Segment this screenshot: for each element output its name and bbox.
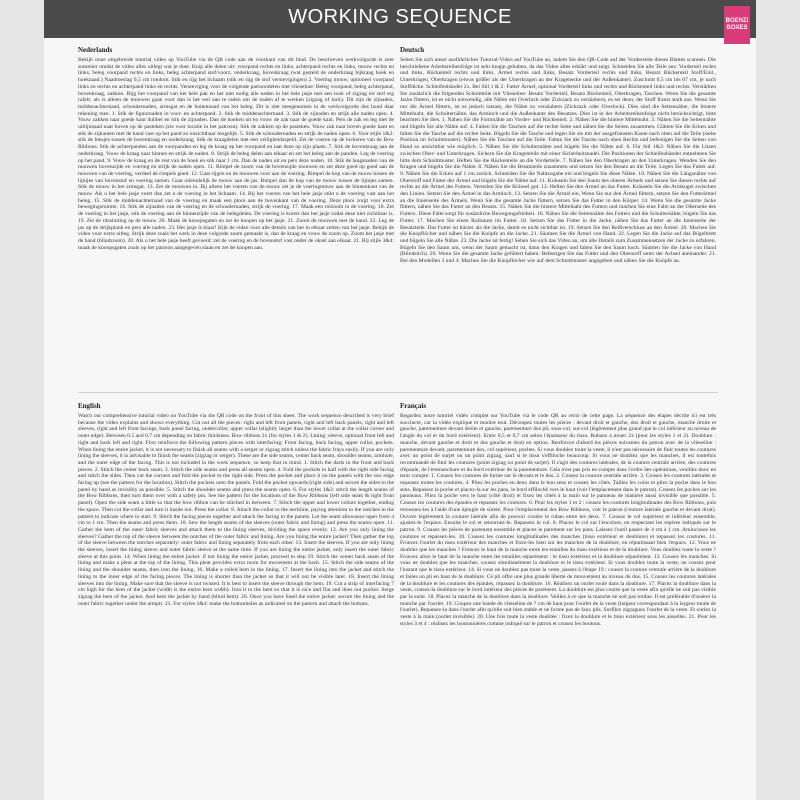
header-bar xyxy=(44,0,756,38)
brand-logo xyxy=(724,6,750,44)
section-heading: Nederlands xyxy=(78,46,113,54)
section-dutch xyxy=(78,46,394,386)
section-german xyxy=(400,46,716,386)
section-heading: English xyxy=(78,402,101,410)
logo-line-2: BOXES xyxy=(726,25,748,31)
section-english xyxy=(78,402,394,792)
logo-line-1: BOENZI xyxy=(725,18,749,24)
section-text: Sehen Sie sich unser ausführliches Tutorial-Video auf YouTube an, indem Sie den QR-Code auf der Vorderseite dieses Blattes scannen. Die beschriebene Arbeitsreihenfolge ist sehr knapp gehalten, da das Video alles erklärt und zeigt. Schneiden Sie alle Teile aus: Vorderteil rechts und links, Rückenteil rechts und links, Ärmel rechts und links, Besatz Vorderteil rechts und links, Besatz Rückenteil Stoff/Einl., Unterkragen, Oberkragen (etwas größer als der Unterkragen an der Kragenecke und der Außenkante). Zuschnitt 0,5 cm bis 07 cm, je nach Stoffdicke. Schleifenbänder 2x. Bei Stil 1 & 2: Futter Ärmel, optional Vorderteil links und rechts und Rückenteil links und rechts. Verstärken Sie zusätzlich die folgenden Schnittteile mit Vlieseline: Besatz Vorderteil, Besatz Rückenteil, Oberkragen, Taschen. Wenn Sie die gesamte Jacke füttern, ist es nicht notwendig, alle Nähte mit Overlock oder Zickzack zu versäubern, es sei denn, der Stoff franst stark aus. Wenn Sie nur die Ärmel füttern, ist es jedoch ratsam, die Nähte zu versäubern (Zickzack oder Overlock). Dies sind die Seitennähte, die hintere Mittelnaht, die Schulternähte, das Armloch und die Außenkante des Besatzes. Dies ist in der Arbeitsreihenfolge nicht berücksichtigt, bitte beachten Sie dies. 1. Nähen Sie die Formnähte am Vorder- und Rückenteil. 2. Nähen Sie die hintere Mittelnaht. 3. Nähen Sie die Seitennähte und bügeln Sie alle Nähte auf. 4. Falten Sie die Taschen auf die rechte Seite und nähen Sie die Seiten zusammen. Glätten Sie die Ecken und falten Sie die Tasche auf die rechte Seite. Bügeln Sie die Tasche und legen Sie sie mit der ausgefransten Kante nach oben auf die Teile (siehe Position im Schnittmuster). Nähen Sie die Taschen auf die Teile. Falten Sie die Tasche nach oben Rechts und befestigen Sie die Seiten von Hand so unsichtbar wie möglich. 5. Nähen Sie die Schulternähte und bügeln Sie die Nähte auf. 6. Für Stil 1&2: Nähen Sie die Litzen zwischen Ober- und Unterkragen. Sichern Sie die Kragenteile mit einer Sicherheitsnadel. Die Positionen der Schleifenbänder entnehmen Sie bitte dem Schnittmuster. Heften Sie die Rückenteile an die Vorderteile. 7. Nähen Sie den Oberkragen an den Unterkragen. Wenden Sie den Kragen und bügeln Sie die Nähte. 8. Nähen Sie die Besatzteile zusammen und setzen Sie den Besatz an die Teile. Legen Sie das Futter auf. 9. Nähen Sie die Ecken auf 1 cm zurück. Schneiden Sie die Nahtzugabe ein und bügeln Sie diese Nähte. 10. Nähen Sie die Längsnähte von Oberstoff und Futter der Ärmel und bügeln Sie die Nähte auf. 11. Kräuseln Sie den Saum des oberen Ärmels und setzen Sie diesen rechts auf rechts an die Ärmel des Futters. Verteilen Sie die Kräusel gut. 12. Heften Sie den Ärmel an das Futter. Kräuseln Sie die Armkugel zwischen den Linien. Setzen Sie den Ärmel in das Armloch. 13. Setzen Sie die Ärmel ein. Wenn Sie nur den Ärmel füttern, setzen Sie den Futterärmel an die Innenseite des Ärmels. Wenn Sie die gesamte Jacke füttern, setzen Sie das Futter in den Körper. 14. Wenn Sie die gesamte Jacke füttern, nähen Sie das Futter an den Besatz. 15. Nähen Sie die hintere Mittelnaht des Futters und machen Sie eine Falte an der Oberseite des Futters. Diese Falte sorgt für zusätzliche Bewegungsfreiheit. 16. Nähen Sie die Seitennähte des Futters und die Schulternähte, bügeln Sie das Futter. 17. Machen Sie einen Rollsaum im Futter. 18. Setzen Sie das Futter in die Jacke, nähen Sie das Futter an die Innenseite der Besatzteile. Das Futter ist kürzer als die Jacke, damit es nicht sichtbar ist. 19. Setzen Sie den Reißverschluss an den Ärmel. 20. Machen Sie die Knopflöcher und nähen Sie die Knöpfe an die Jacke. 21. Säumen Sie die Ärmel von Hand. 22. Legen Sie die Jacke auf das Bügelbrett und bügeln Sie alle Nähte. 23. Die Jacke ist fertig! Sehen Sie sich das Video an, um alle Details zum Zusammensetzen der Jacke zu erfahren. Bügeln Sie den Saum um, wenn der Saum gemacht ist, dann den Kragen und falten Sie den Saum hoch. Säumen Sie die Jacke von Hand (Blindstich). 20. Wenn Sie die gesamte Jacke gefüttert haben: Befestigen Sie das Futter und den Oberstoff unter der Achsel aneinander. 21. Bei den Modellen 3 und 4: Machen Sie die Knopflöcher wie auf dem Schnittmuster angegeben und nähen Sie die Knöpfe an. xyxy=(400,57,716,265)
section-text: Watch our comprehensive tutorial video on YouTube via the QR code on the front of this sheet. The work sequence described is very brief because the video explains and shows everything. Cut out all the pieces: right and left front panels, right and left back panels, right and left sleeves, right and left front facings, back panel facing, undercollar, upper collar (slightly larger than the lower collar at the collar corner and outer edge). Between 0.5 and 0.7 cm depending on fabric thickness. Bow ribbons 2x (for styles 1 & 2). Lining: sleeve, optional front left and right and back left and right. First reinforce the following pattern pieces with interfacing: Front facing, back facing, upper collar, pockets. When lining the entire jacket, it is not necessary to finish all seams with a serger or zigzag stitch unless the fabric frays easily. If you are only lining the sleeves, it is advisable to finish the seams (zigzag or serger). These are the side seams, center back seam, shoulder seams, armhole, and the outer edge of the facing. This is not included in the work sequence, so keep that in mind. 1. Stitch the darts in the front and back pieces. 2. Stitch the center back seam. 3. Stitch the side seams and press all seams open. 4. Fold the pockets in half with the right side facing and stitch the sides. Then cut the corners and fold the pocket to the right side. Press the pocket and place it on the panels with the raw edge facing up (see the pattern for the location). Stitch the pockets onto the panels. Fold the pocket upwards (right side) and secure the sides to the panel by hand as invisibly as possible. 5. Stitch the shoulder seams and press the seams open. 6. For styles 1&2: stitch the length seams of the Bow Ribbons, then turn them over with a safety pin. See the pattern for the locations of the Bow Ribbons (left side seam & right front panel). Open the side seam a little so that the bow ribbon can be stitched in between. 7. Stitch the upper and lower collars together, ending the space. Then cut the collar and turn it inside out. Press the collar. 8. Attach the collar to the neckline, paying attention to the notches in the pattern to indicate where to start. 9. Stitch the facing pieces together and attach the facing to the panels. Let the seam allowance taper from 4 cm to 1 cm. Then the seams and press them. 10. Sew the length seams of the sleeves (outer fabric and lining) and press the seams open. 11. Gather the hem of the outer fabric sleeves and attach them to the lining sleeves, dividing the space evenly. 12. Are you only lining the sleeves? Gather the top of the sleeve between the notches of the outer fabric and lining. Are you lining the entire jacket? Then gather the top of the sleeve between the notches separately: outer fabric and lining separately from each other. 13. Insert the sleeves. If you are only lining the sleeves, insert the lining sleeve and outer fabric sleeve at the same time. If you are lining the entire jacket, only insert the outer fabric sleeve at this point. 14. When lining the entire jacket: if not lining the entire jacket, proceed to step 19. Stitch the center back seam of the lining and make a pleat at the top of the lining. This pleat provides extra room for movement at the back. 15. Stitch the side seams of the lining and the shoulder seams, then iron the lining. 16. Make a rolled hem in the lining. 17. Insert the lining into the jacket and stitch the lining to the inner edge of the facing pieces. The lining is shorter than the jacket so that it will not be visible later. 18. Insert the lining sleeves into the lining. Make sure that the sleeve is not twisted. It is best to insert the sleeve through the hem. 19. Cut a strip of interfacing 7 cm high for the hem of the jacket (width is the entire hem width). Iron it to the hem so that it is nice and flat and does not pucker. Serge zigzag the hem of the jacket. And hem the jacket by hand (blind hem). 20. Once you have lined the entire jacket: secure the lining and the outer fabric together under the armpit. 21. For styles 3&4: make the buttonholes as indicated on the pattern and attach the buttons. xyxy=(78,413,394,607)
section-french xyxy=(400,402,716,792)
section-heading: Français xyxy=(400,402,427,410)
section-heading: Deutsch xyxy=(400,46,425,54)
section-divider xyxy=(78,392,718,393)
section-text: Bekijk onze uitgebreide tutorial video op YouTube via de QR code aan de voorkant van dit blad. De beschreven werkvolgorde is zeer summier omdat de video alles uitlegt wat je doet. Knip alle delen uit: voorpand rechts en links, achterpand rechts en links, mouw rechts en links, beleg voorpand rechts en links, beleg achterpand stof/voorz. onderkraag, bovenkraag (wat gesteld de onderkraag bijkraag hoek en hoeknaad.) Naadtoeslag 0,5 cm rondom. Stik en rijg het lichaam (stik en rijg de stof verstevigingen) 2. Voering mouw, optioneel voorpand links en rechts en achterpand links en rechts. Versteviging voor de volgende patroondelen met vlieseline: Beleg voorpand, beleg achterpand, bovenkraag, zakken. Rijg het voorpand van het hele pak en het niet nodig alle naden in het hele jasje met een look of zigzag tot stof erg rafelt; als is alleen de mouwen gaan voor dan is het wel aan te raden om de naden af te werken (zigzag of lock). Dit zijn de zijnaden, middenachternaad, schoudernaden, armsgat en de buitennaad van het beleg. Dit is niet meegenomen in de werkvolgorde dus houd daar rekening mee. 1. Stik de figuurnaden in voor- en achterpand. 2. Stik de middenachternaad. 3. Stik de zijnaden en strijk alle naden open. 4. Vouw zakken naar goede kant dubbel en stik de zijnaden. Dan de hoeken uit en vouw de zak naar de goede kant. Pers de zak en leg met de uitlijnnaad naar boven op de pasteken (zie voor locatie in het patroon). Stik de zakken op de pasteken. Vouw zak naar boven goede kant en stik de zijkanten met de hand vast op het pand zo onzichtbaar mogelijk. 5. Stik de schoudernaden en strijk de naden open. 6. Voor stijle 1&2: stik de biesjes tussen de bovenkraag en onderkraag. Stik de kraagdelen met een veiligheidsspeld. Zet de voeren op de lockeren van de Bow Ribbons. Stik de achterpanden aan de voorpanden en leg de kraag op het voorpand en laat deze op zijn plaats. 7. Stik de bovenkraag aan de onderkraag. Vouw de kraag naar binnen en strijk de naden. 8. Strijk de beleg delen aan elkaar en zet het beleg aan de panden. Leg de voering op het pand. 9. Vouw de kraag en de rest van de hoek en stik naar 1 cm. Dan de naden uit en pers deze naden. 10. Stik de langsnaden van de mouwen bovenzijde en voering en strijk de naden open. 11. Rimpel de zoom van de bovenzijde mouwen en zet deze goed op goed aan de mouwen van de voering, verdeel de rimpels goed. 12. Gaat rijgen en de mouwen voor aan de voering. Rimpel de kop van de mouw tussen de lijntjes van bovenstof en voering samen. Gaat uiteindelijk de mouw aan de jas. Rimpel dan de kop van de mouw tussen de lijntjes samen. Stik de mouw in het armsgat. 13. Zet de mouwen in. Bij alleen het voeren van de mouw zet je de voeringmouw aan de binnenkant van de mouw. Als u het hele jasje voert dan zet u de voering in het lichaam. 14. Bij het voeren van het hele jasje stikt u de voering vast aan het beleg. 15. Stik de middenachternaad van de voering en maak een plooi aan de bovenkant van de voering. Deze plooi zorgt voor extra bewegingsruimte. 16. Stik de zijnaden van de voering en de schoudernaden, strijk de voering. 17. Maak een rolzoom in de voering. 18. Zet de voering in het jasje, stik de voering aan de binnenzijde van de belegdelen. De voering is korter dan het jasje zodat deze niet zichtbaar is. 19. Zet de ritssluiting op de mouw. 20. Maak de knoopsgaten en zet de knopen op het jasje. 21. Zoom de mouwen met de hand. 22. Leg de jas op de strijkplank en pers alle naden. 23. Het jasje is klaar! Kijk de video voor alle details van het in elkaar zetten van het jasje. Bekijk de video voor extra uitleg. Strijk deze zoals het werk in deze volgorde zoom gemaakt is, dan de kraag en vouw de zoom op. Zoom het jasje met de hand (blindzoom). 20. Als u het hele jasje heeft gevoerd: zet de voering en de bovenstof vast onder de oksel aan elkaar. 21. Bij stijle 3&4: maak de knoopsgaten zoals op het patroon aangegeven staan en zet de knopen aan. xyxy=(78,57,394,251)
section-text: Regardez notre tutoriel vidéo complet sur YouTube via le code QR au recto de cette page. La séquence des étapes décrite ici est très succincte, car la vidéo explique et montre tout. Découpez toutes les pièces : devant droit et gauche, dos droit et gauche, manche droite et gauche, parementure devant droite et gauche, parementure dos pli, sous-col, sur-col (légèrement plus grand que le col inférieur au niveau de l'angle du col et du bord extérieur). Entre 0,5 et 0,7 cm selon l'épaisseur du tissu. Rubans à nouer 2x (pour les styles 1 et 2). Doublure : manche, devant gauche et droit et dos gauche et droit en option. Renforcez d'abord les pièces suivantes du patron avec de la vlieseline : parementure devant, parementure dos, col supérieur, poches. Si vous doublez toute la veste, il n'est pas nécessaire de finir toutes les coutures avec un point de surjet ou un point zigzag, sauf si le tissu s'effiloche beaucoup. Si vous ne doublez que les manches, il est toutefois recommandé de finir les coutures (point zigzag ou point de surjet). Il s'agit des coutures latérales, de la couture centrale arrière, des coutures d'épaule, de l'emmanchure et du bord extérieur de la parementure. Cela n'est pas pris en compte dans l'ordre des opérations, veuillez donc en tenir compte. 1. Cousez les coutures de forme sur le devant et le dos. 2. Cousez la couture centrale arrière. 3. Cousez les coutures latérales et repassez toutes les coutures. 4. Pliez les poches en deux dans le bon sens et cousez les côtés. Taillez les coins et pliez la poche dans le bon sens. Repassez la poche et placez-la sur les pans, le bord effiloché vers le haut (voir l'emplacement dans le patron). Cousez les poches sur les panneaux. Pliez la poche vers le haut (côté droit) et fixez les côtés à la main sur le panneau de manière aussi invisible que possible. 5. Cousez les coutures des épaules et repassez les coutures. 6. Pour les styles 1 et 2 : cousez les coutures longitudinales des Bow Ribbons, puis retournez-les à l'aide d'une épingle de sûreté. Pour l'emplacement des Bow Ribbons, voir le patron (couture latérale gauche et devant droit). Ouvrez légèrement la couture latérale afin de pouvoir coudre le ruban entre les deux. 7. Cousez le col supérieur et inférieur ensemble, ajustez-le l'espace. Ensuite le col et retournez-le. Repassez le col. 8. Placez le col sur l'encolure, en respectant les repères indiqués sur le patron. 9. Cousez les pièces de parement ensemble et placez le parement sur les pans. Laissez l'outil passer de 4 cm à 1 cm. Amincissez les coutures et repassez-les. 10. Cousez les coutures longitudinales des manches (tissu extérieur et doublure) et repassez les coutures. 11. Froncez l'ourlet du tissu extérieur des manches et fixez-les bien sur les manches de la doublure, en répartissant bien l'espace. 12. Vous ne doublez que les manches ? Froncez le haut de la manche entre les entailles du tissu extérieur et de la doublure. Vous doublez toute la veste ? Froncez alors le haut de la manche entre les entailles séparément : le tissu extérieur et la doublure séparément. 13. Cousez les manches. Si vous ne doublez que les manches, cousez simultanément la doublure et le tissu extérieur. Si vous doublez toute la veste, ne cousez pour l'instant que le tissu extérieur. 14. Si vous ne doublez pas toute la veste, passez à l'étape 19 : cousez la couture centrale arrière de la doublure et faites un pli en haut de la doublure. Ce pli offre une plus grande liberté de mouvement au niveau du dos. 15. Cousez les coutures latérales de la doublure et les coutures des épaules, repassez la doublure. 16. Réalisez un ourlet roulé dans la doublure. 17. Placez la doublure dans la veste, cousez-la doublure sur le bord intérieur des pièces de parement. La doublure est plus courte que la veste afin qu'elle ne soit pas visible par la suite. 18. Placez la manche de la doublure dans la doublure. Veillez à ce que la manche ne soit pas tordue. Il est préférable d'insérer la manche par l'ourlet. 19. Coupez une bande de vlieseline de 7 cm de haut pour l'ourlet de la veste (largeur correspondant à la largeur totale de l'ourlet). Repassez-la dans l'ourlet afin qu'elle soit bien stable et ne forme pas de faux plis. Surfilez zigzaguez l'ourlet de la veste. Et ourlez la veste à la main (ourlet invisible). 20. Une fois toute la veste doublée : fixez la doublure et le tissu extérieur sous les aisselles. 21. Pour les styles 3 et 4 : réalisez les boutonnières comme indiqué sur le patron et cousez les boutons. xyxy=(400,413,716,627)
page-title: WORKING SEQUENCE xyxy=(288,6,512,28)
